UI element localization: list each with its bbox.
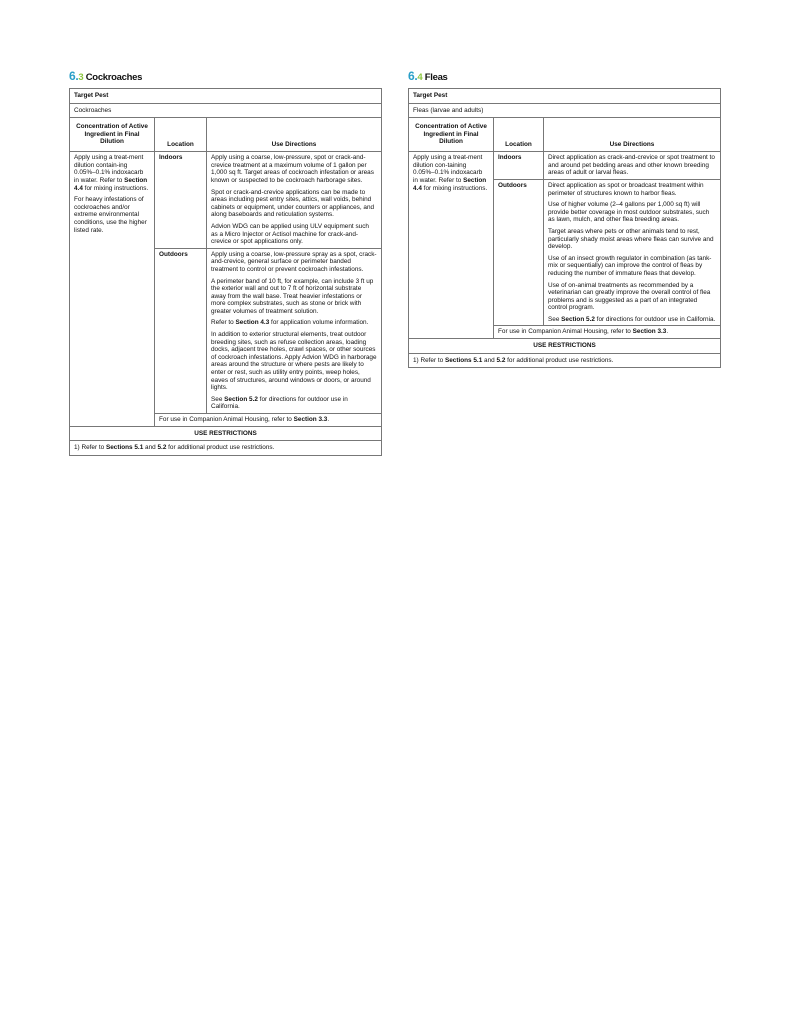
location-outdoors: Outdoors <box>494 179 544 326</box>
location-indoors: Indoors <box>494 152 544 180</box>
heavy-infestation-note: For heavy infestations of cockroaches and/or extreme environmental conditions, use the higher listed rate. <box>74 196 147 234</box>
section-fleas <box>408 68 721 368</box>
target-pest-label: Target Pest <box>409 89 721 104</box>
outdoors-directions: Direct application as spot or broadcast treatment within perimeter of structures known to harbor fleas. Use of higher volume (2–4 gallons per 1,000 sq ft) will provide better coverage in most outdoor substrates, such as lawn, mulch, and other flea breeding areas. Target areas where pets or other animals tend to rest, particularly shady moist areas where fleas can survive and develop. Use of an insect growth regulator in combination (as tank-mix or sequentially) can improve the control of fleas by reducing the number of immature fleas that develop. Use of on-animal treatments as recommended by a veterinarian can greatly improve the overall control of flea problems and is suggested as a part of an integrated control program. See Section 5.2 for directions for outdoor use in California. <box>544 179 721 326</box>
section-number: 6. <box>69 69 79 83</box>
indoors-directions: Apply using a coarse, low-pressure, spot or crack-and-crevice treatment at a maximum volume of 1 gallon per 1,000 sq ft. Target areas of cockroach infestation or areas known or suspected to be cockroach harborage sites. Spot or crack-and-crevice applications can be made to areas including pest entry sites, attics, wall voids, behind cabinets or equipment, under counters or appliances, and along baseboards and reticulation systems. Advion WDG can be applied using ULV equipment such as a Micro Injector or Actisol machine for crack-and-crevice or spot applications only. <box>207 152 382 249</box>
column-directions: Use Directions <box>207 118 382 152</box>
section-title: Fleas <box>424 72 448 83</box>
companion-animal-note: For use in Companion Animal Housing, refer to Section 3.3. <box>155 414 382 427</box>
target-pest-value: Cockroaches <box>70 103 382 118</box>
concentration-cell: Apply using a treat-ment dilution con-taining 0.05%–0.1% indoxacarb in water. Refer to Section 4.4 for mixing instructions. <box>409 152 494 339</box>
outdoors-directions: Apply using a coarse, low-pressure spray as a spot, crack-and-crevice, general surface or perimeter banded treatment to control or prevent cockroach infestations. A perimeter band of 10 ft, for example, can include 3 ft up the exterior wall and out to 7 ft of horizontal substrate away from the wall base. Treat heavier infestations or more complex substrates, such as stone or brick with greater volumes of treatment solution. Refer to Section 4.3 for application volume information. In addition to exterior structural elements, treat outdoor breeding sites, such as refuse collection areas, loading docks, adjacent tree holes, crawl spaces, or other sources of cockroach infestations. Apply Advion WDG in harborage areas around the structure or where pests are likely to enter or rest, such as utility entry points, weep holes, eaves of structures, around windows or doors, or around lights. See Section 5.2 for directions for outdoor use in California. <box>207 248 382 413</box>
fleas-table <box>408 88 721 368</box>
target-pest-label: Target Pest <box>70 89 382 104</box>
column-location: Location <box>155 118 207 152</box>
section-heading <box>408 68 721 88</box>
location-outdoors: Outdoors <box>155 248 207 413</box>
section-ref: Section 4.4 <box>413 176 487 192</box>
target-pest-value: Fleas (larvae and adults) <box>409 103 721 118</box>
indoors-directions: Direct application as crack-and-crevice or spot treatment to and around pet bedding areas and other known breeding areas of adult or larval fleas. <box>544 152 721 180</box>
use-restrictions-heading: USE RESTRICTIONS <box>70 426 382 441</box>
column-directions: Use Directions <box>544 118 721 152</box>
use-restriction-item: 1) Refer to Sections 5.1 and 5.2 for additional product use restrictions. <box>409 353 721 368</box>
section-subnumber: 4 <box>417 72 423 83</box>
column-concentration: Concentration of Active Ingredient in Final Dilution <box>409 118 494 152</box>
cockroach-table <box>69 88 382 456</box>
section-heading <box>69 68 382 88</box>
section-title: Cockroaches <box>85 72 143 83</box>
location-indoors: Indoors <box>155 152 207 249</box>
concentration-cell: Apply using a treat-ment dilution contain-ing 0.05%–0.1% indoxacarb in water. Refer to Section 4.4 for mixing instructions. For heavy infestations of cockroaches and/or extreme environmental conditions, use the higher listed rate. <box>70 152 155 426</box>
column-concentration: Concentration of Active Ingredient in Final Dilution <box>70 118 155 152</box>
use-restriction-item: 1) Refer to Sections 5.1 and 5.2 for additional product use restrictions. <box>70 441 382 456</box>
section-subnumber: 3 <box>78 72 84 83</box>
section-number: 6. <box>408 69 418 83</box>
column-location: Location <box>494 118 544 152</box>
companion-animal-note: For use in Companion Animal Housing, refer to Section 3.3. <box>494 326 721 339</box>
use-restrictions-heading: USE RESTRICTIONS <box>409 339 721 354</box>
section-ref: Section 4.4 <box>74 176 148 192</box>
section-cockroaches <box>69 68 382 456</box>
